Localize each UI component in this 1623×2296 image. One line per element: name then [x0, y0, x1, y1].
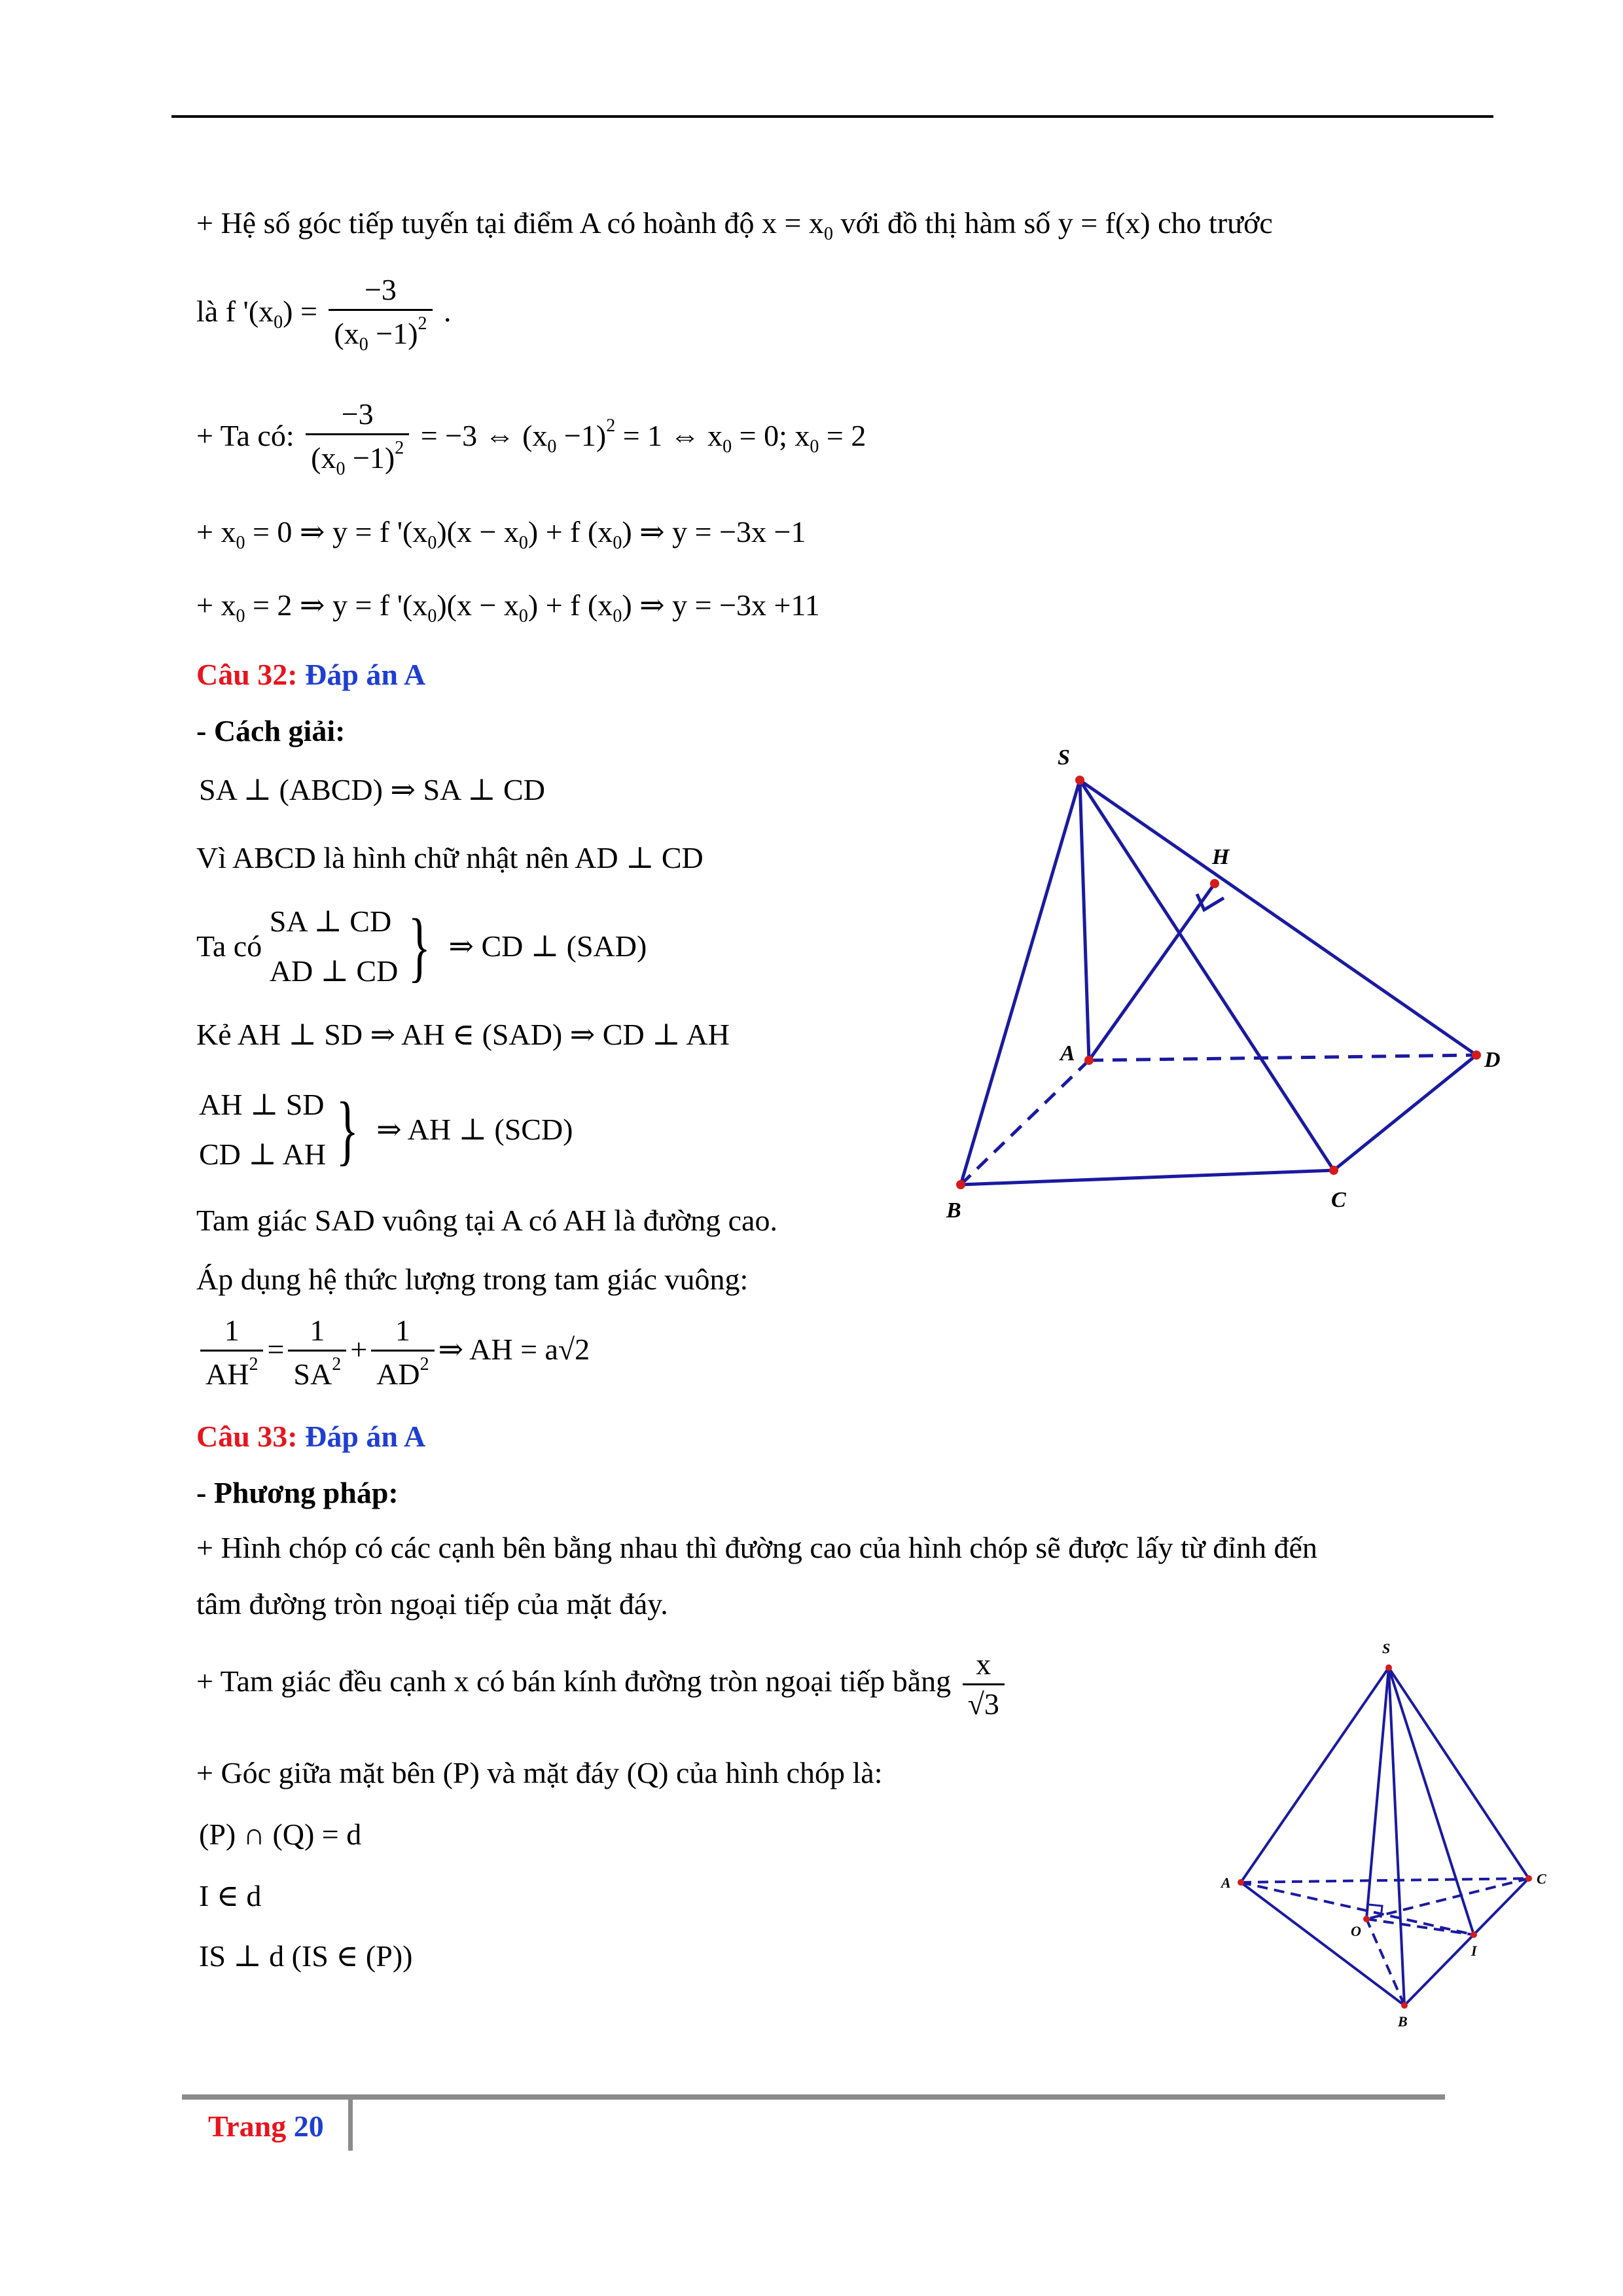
- page-number: Trang 20: [208, 2109, 324, 2143]
- method-line-2: tâm đường tròn ngoại tiếp của mặt đáy.: [196, 1587, 668, 1621]
- text-line-tangent-slope: + Hệ số góc tiếp tuyến tại điểm A có hoành độ $x = x_0$ với đồ thị hàm số y = f(x) cho trước: [196, 206, 1273, 244]
- cach-giai-heading: - Cách giải:: [196, 714, 346, 747]
- footer-divider: [348, 2098, 353, 2151]
- solution-line-1: SA ⊥ (ABCD) ⇒ SA ⊥ CD: [199, 773, 545, 806]
- label-s2: S: [1382, 1640, 1391, 1657]
- vertex-c2: [1525, 1875, 1532, 1882]
- text-line-ta-co: + Ta có: $\frac{-3}{(x_0 -1)^2}$ = −3 ⇔ $(x_0 -1)^2 = 1$ ⇔ $x_0 = 0$; $x_0 = 2$: [196, 397, 866, 479]
- solution-line-4: Kẻ AH ⊥ SD ⇒ AH ∈ (SAD) ⇒ CD ⊥ AH: [196, 1018, 730, 1051]
- label-b: B: [946, 1198, 961, 1223]
- question-32-heading: Câu 32: Đáp án A: [196, 658, 426, 691]
- question-33-heading: Câu 33: Đáp án A: [196, 1420, 426, 1453]
- vertex-a2: [1238, 1879, 1244, 1886]
- method-line-6: I ∈ d: [199, 1879, 262, 1912]
- footer-rule: [182, 2094, 1445, 2100]
- label-a2: A: [1221, 1874, 1231, 1891]
- label-s: S: [1058, 745, 1070, 770]
- solution-line-6: Tam giác SAD vuông tại A có AH là đường cao.: [196, 1204, 777, 1237]
- text-line-derivative: là f '$(x_0)$ = $\frac{-3}{(x_0 -1)^2}$ .: [196, 273, 452, 355]
- label-d: D: [1484, 1048, 1501, 1072]
- point-o: [1363, 1916, 1370, 1922]
- vertex-b2: [1401, 2002, 1408, 2009]
- method-line-1: + Hình chóp có các cạnh bên bằng nhau thì đường cao của hình chóp sẽ được lấy từ đỉnh đến: [196, 1531, 1317, 1564]
- pyramid-figure-1: [929, 733, 1518, 1230]
- label-b2: B: [1398, 2013, 1408, 2030]
- vertex-d: [1472, 1050, 1481, 1060]
- solution-system-1: Ta có SA ⊥ CD AD ⊥ CD } ⇒ CD ⊥ (SAD): [196, 902, 647, 990]
- vertex-b: [956, 1180, 965, 1189]
- text-line-x0-eq-0: + $x_0 = 0$ ⇒ y = f '$(x_0)(x - x_0) + f$ $(x_0)$ ⇒ y = −3x −1: [196, 515, 806, 553]
- point-h: [1210, 879, 1219, 888]
- solution-system-2: AH ⊥ SD CD ⊥ AH } ⇒ AH ⊥ (SCD): [199, 1085, 573, 1173]
- vertex-c: [1329, 1166, 1338, 1175]
- method-line-4: + Góc giữa mặt bên (P) và mặt đáy (Q) của hình chóp là:: [196, 1756, 883, 1789]
- label-h: H: [1212, 845, 1230, 869]
- point-i: [1471, 1931, 1477, 1938]
- solution-formula: $\frac{1}{AH^2}$ = $\frac{1}{SA^2}$ + $\frac{1}{AD^2}$ ⇒ AH = a√2: [196, 1316, 590, 1390]
- solution-line-7: Áp dụng hệ thức lượng trong tam giác vuông:: [196, 1263, 749, 1296]
- header-rule: [171, 115, 1493, 118]
- pyramid-figure-2: [1204, 1636, 1558, 2036]
- label-c: C: [1331, 1188, 1346, 1212]
- vertex-a: [1084, 1056, 1094, 1065]
- method-line-3: + Tam giác đều cạnh x có bán kính đường tròn ngoại tiếp bằng $\frac{x}{√3}$: [196, 1649, 1008, 1719]
- label-o: O: [1351, 1923, 1361, 1939]
- phuong-phap-heading: - Phương pháp:: [196, 1476, 399, 1509]
- vertex-s2: [1385, 1664, 1392, 1671]
- label-i: I: [1471, 1943, 1477, 1959]
- method-line-5: (P) ∩ (Q) = d: [199, 1818, 362, 1851]
- label-c2: C: [1537, 1871, 1546, 1887]
- label-a: A: [1060, 1041, 1075, 1066]
- text-line-x0-eq-2: + $x_0 = 2$ ⇒ y = f '$(x_0)(x - x_0) + f$ $(x_0)$ ⇒ y = −3x +11: [196, 588, 820, 626]
- method-line-7: IS ⊥ d (IS ∈ (P)): [199, 1939, 413, 1973]
- solution-line-2: Vì ABCD là hình chữ nhật nên AD ⊥ CD: [196, 841, 704, 874]
- vertex-s: [1075, 776, 1084, 785]
